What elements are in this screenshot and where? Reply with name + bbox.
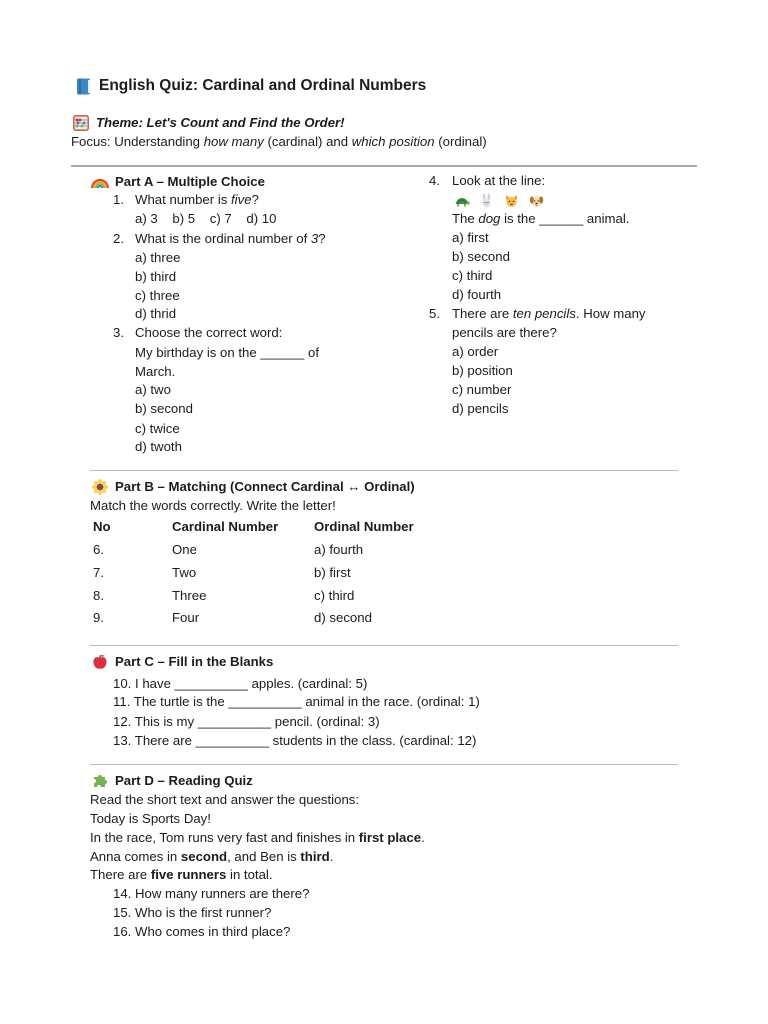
reading-question: 14. How many runners are there? [113,886,310,901]
apple-icon [92,654,108,670]
fill-in-item: 13. There are __________ students in the class. (cardinal: 12) [113,733,477,748]
fill-in-item: 11. The turtle is the __________ animal in the race. (ordinal: 1) [113,694,480,709]
part-d-heading: Part D – Reading Quiz [115,773,253,788]
puzzle-piece-icon [92,773,108,789]
table-cell-ordinal: b) first [314,565,351,580]
part-a-heading: Part A – Multiple Choice [115,174,265,189]
table-cell-ordinal: a) fourth [314,542,364,557]
question-5-option: b) position [452,363,513,378]
question-3-option: d) twoth [135,439,182,454]
cat-icon [504,193,519,208]
table-header-cardinal: Cardinal Number [172,519,279,534]
dog-icon [529,193,544,208]
section-divider [90,764,678,765]
question-2-option: a) three [135,250,181,265]
abacus-icon [73,115,89,131]
question-3-option: c) twice [135,421,180,436]
reading-text-line: There are five runners in total. [90,867,273,882]
question-4-text: Look at the line: [452,173,546,188]
table-cell-no: 8. [93,588,104,603]
table-cell-ordinal: d) second [314,610,372,625]
question-2-text: What is the ordinal number of 3? [135,231,326,246]
question-5-option: c) number [452,382,512,397]
question-4-option: c) third [452,268,493,283]
question-4-option: d) fourth [452,287,502,302]
question-3-text: Choose the correct word: [135,325,283,340]
question-4-option: b) second [452,249,510,264]
table-cell-no: 9. [93,610,104,625]
part-b-heading: Part B – Matching (Connect Cardinal ↔ Ordinal) [115,479,415,494]
question-2-option: b) third [135,269,177,284]
table-header-no: No [93,519,111,534]
table-header-ordinal: Ordinal Number [314,519,414,534]
question-3-option: b) second [135,401,193,416]
table-cell-no: 7. [93,565,104,580]
question-5-option: a) order [452,344,499,359]
reading-text-line: Today is Sports Day! [90,811,211,826]
rabbit-icon [479,193,494,208]
question-5-text-cont: pencils are there? [452,325,557,340]
question-1-number: 1. [113,192,124,207]
question-2-option: c) three [135,288,180,303]
question-1-text: What number is five? [135,192,259,207]
question-4-option: a) first [452,230,489,245]
question-3-option: a) two [135,382,171,397]
question-5-text: There are ten pencils. How many [452,306,646,321]
question-3-number: 3. [113,325,124,340]
table-cell-cardinal: One [172,542,197,557]
section-divider [90,470,678,471]
blue-book-icon [76,78,92,95]
reading-question: 15. Who is the first runner? [113,905,272,920]
animal-line [452,193,582,209]
table-cell-ordinal: c) third [314,588,355,603]
table-cell-cardinal: Three [172,588,207,603]
reading-text-line: Anna comes in second, and Ben is third. [90,849,334,864]
question-5-option: d) pencils [452,401,509,416]
table-cell-no: 6. [93,542,104,557]
rainbow-icon [91,175,109,189]
question-5-number: 5. [429,306,440,321]
fill-in-item: 10. I have __________ apples. (cardinal: 5) [113,676,368,691]
question-4-number: 4. [429,173,440,188]
turtle-icon [454,195,470,207]
theme-line: Theme: Let's Count and Find the Order! [96,115,345,130]
reading-text-line: In the race, Tom runs very fast and finishes in first place. [90,830,425,845]
fill-in-item: 12. This is my __________ pencil. (ordinal: 3) [113,714,380,729]
focus-line: Focus: Understanding how many (cardinal) and which position (ordinal) [71,134,487,149]
part-d-instruction: Read the short text and answer the questions: [90,792,360,807]
part-b-instruction: Match the words correctly. Write the letter! [90,498,336,513]
part-c-heading: Part C – Fill in the Blanks [115,654,274,669]
question-2-option: d) thrid [135,306,177,321]
question-3-sentence: My birthday is on the ______ of [135,345,320,360]
header-divider [71,165,697,167]
question-2-number: 2. [113,231,124,246]
section-divider [90,645,678,646]
table-cell-cardinal: Two [172,565,197,580]
question-4-sentence: The dog is the ______ animal. [452,211,630,226]
table-cell-cardinal: Four [172,610,200,625]
question-1-options: a) 3 b) 5 c) 7 d) 10 [135,211,277,226]
reading-question: 16. Who comes in third place? [113,924,291,939]
sunflower-icon [92,479,108,495]
page-title: English Quiz: Cardinal and Ordinal Numbers [99,77,427,94]
question-3-sentence-end: March. [135,364,176,379]
